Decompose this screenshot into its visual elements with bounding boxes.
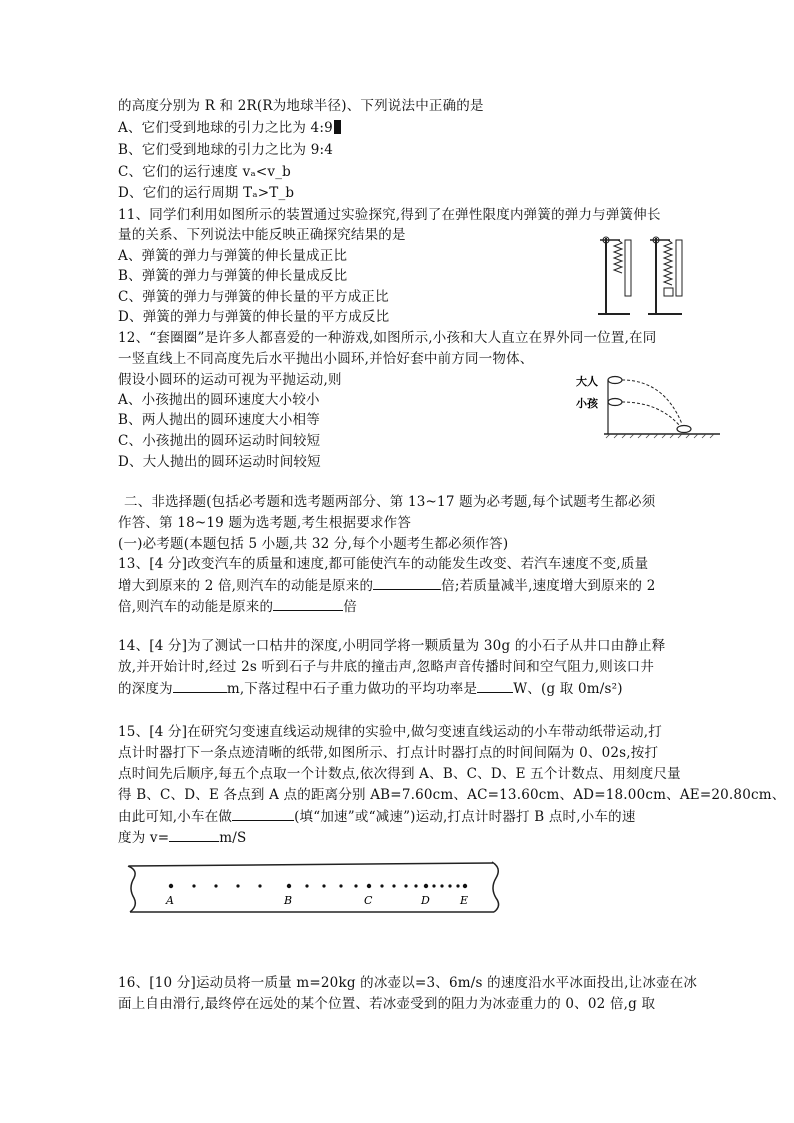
q13-blank-1[interactable] xyxy=(373,575,441,590)
q15-line-3: 点时间先后顺序,每五个点取一个计数点,依次得到 A、B、C、D、E 五个计数点、用刻度尺量 xyxy=(118,766,681,782)
tape-label-e: E xyxy=(460,894,469,907)
q10-option-a: A、它们受到地球的引力之比为 4:9 xyxy=(118,118,341,138)
tape-label-a: A xyxy=(166,894,174,907)
q11-option-c: C、弹簧的弹力与弹簧的伸长量的平方成正比 xyxy=(118,289,389,305)
q15-line-6: 度为 v= m/S xyxy=(118,827,246,848)
section2-subtitle: (一)必考题(本题包括 5 小题,共 32 分,每个小题考生都必须作答) xyxy=(118,536,509,552)
q10-option-d: D、它们的运行周期 Tₐ>T_b xyxy=(118,185,295,201)
q10-stem: 的高度分别为 R 和 2R(R为地球半径)、下列说法中正确的是 xyxy=(118,98,484,114)
q14-line-3: 的深度为 m,下落过程中石子重力做功的平均功率是 W、(g 取 0m/s²) xyxy=(118,678,623,699)
tape-label-d: D xyxy=(421,894,430,907)
q12-stem-3: 假设小圆环的运动可视为平抛运动,则 xyxy=(118,372,342,388)
q16-line-1: 16、[10 分]运动员将一质量 m=20kg 的冰壶以=3、6m/s 的速度沿水平冰面投出,让冰壶在冰 xyxy=(118,975,698,991)
q15-line-5: 由此可知,小车在做 (填“加速”或“减速”)运动,打点计时器打 B 点时,小车的速 xyxy=(118,806,636,827)
q14-line-1: 14、[4 分]为了测试一口枯井的深度,小明同学将一颗质量为 30g 的小石子从井口由静止释 xyxy=(118,638,666,654)
tape-label-c: C xyxy=(364,894,373,907)
q15-line-2: 点计时器打下一条点迹清晰的纸带,如图所示、打点计时器打点的时间间隔为 0、02s,按打 xyxy=(118,745,659,761)
q12-option-b: B、两人抛出的圆环速度大小相等 xyxy=(118,412,320,428)
paper-tape-figure xyxy=(124,858,504,918)
q12-option-a: A、小孩抛出的圆环速度大小较小 xyxy=(118,392,320,408)
text-cursor xyxy=(334,120,341,134)
q10-option-b: B、它们受到地球的引力之比为 9:4 xyxy=(118,142,334,158)
section2-title-1: 二、非选择题(包括必考题和选考题两部分、第 13~17 题为必考题,每个试题考生都必须 xyxy=(124,494,656,510)
q10-option-c: C、它们的运行速度 vₐ<v_b xyxy=(118,164,291,180)
q16-line-2: 面上自由滑行,最终停在远处的某个位置、若冰壶受到的阻力为冰壶重力的 0、02 倍,g 取 xyxy=(118,996,656,1012)
q15-blank-velocity[interactable] xyxy=(169,827,219,842)
q11-option-d: D、弹簧的弹力与弹簧的伸长量的平方成反比 xyxy=(118,309,390,325)
q12-option-c: C、小孩抛出的圆环运动时间较短 xyxy=(118,433,321,449)
spring-apparatus-figure xyxy=(594,230,698,320)
section2-title-2: 作答、第 18~19 题为选考题,考生根据要求作答 xyxy=(118,515,412,531)
q13-line-3: 倍,则汽车的动能是原来的 倍 xyxy=(118,596,357,617)
q13-line-1: 13、[4 分]改变汽车的质量和速度,都可能使汽车的动能发生改变、若汽车速度不变,质量 xyxy=(118,556,649,572)
q11-stem-2: 量的关系、下列说法中能反映正确探究结果的是 xyxy=(118,227,406,243)
q12-option-d: D、大人抛出的圆环运动时间较短 xyxy=(118,454,321,470)
q12-stem-2: 一竖直线上不同高度先后水平抛出小圆环,并恰好套中前方同一物体、 xyxy=(118,351,534,367)
q15-line-1: 15、[4 分]在研究匀变速直线运动规律的实验中,做匀变速直线运动的小车带动纸带运动,打 xyxy=(118,724,662,740)
q14-blank-depth[interactable] xyxy=(173,678,227,693)
q11-stem-1: 11、同学们利用如图所示的装置通过实验探究,得到了在弹性限度内弹簧的弹力与弹簧伸长 xyxy=(118,207,661,223)
q11-option-a: A、弹簧的弹力与弹簧的伸长量成正比 xyxy=(118,248,348,264)
q15-line-4: 得 B、C、D、E 各点到 A 点的距离分别 AB=7.60cm、AC=13.60cm、AD=18.00cm、AE=20.80cm、 xyxy=(118,787,786,803)
tape-label-b: B xyxy=(284,894,293,907)
q15-blank-motion[interactable] xyxy=(232,806,294,821)
ring-toss-figure xyxy=(574,366,724,440)
child-label: 小孩 xyxy=(576,397,598,410)
q11-option-b: B、弹簧的弹力与弹簧的伸长量成反比 xyxy=(118,268,348,284)
q12-stem-1: 12、“套圈圈”是许多人都喜爱的一种游戏,如图所示,小孩和大人直立在界外同一位置,在同 xyxy=(118,330,657,346)
q13-blank-2[interactable] xyxy=(273,596,343,611)
q13-line-2: 增大到原来的 2 倍,则汽车的动能是原来的 倍;若质量减半,速度增大到原来的 2 xyxy=(118,575,656,596)
adult-label: 大人 xyxy=(576,375,598,388)
q14-line-2: 放,并开始计时,经过 2s 听到石子与井底的撞击声,忽略声音传播时间和空气阻力,则该口井 xyxy=(118,659,655,675)
q14-blank-power[interactable] xyxy=(477,678,513,693)
